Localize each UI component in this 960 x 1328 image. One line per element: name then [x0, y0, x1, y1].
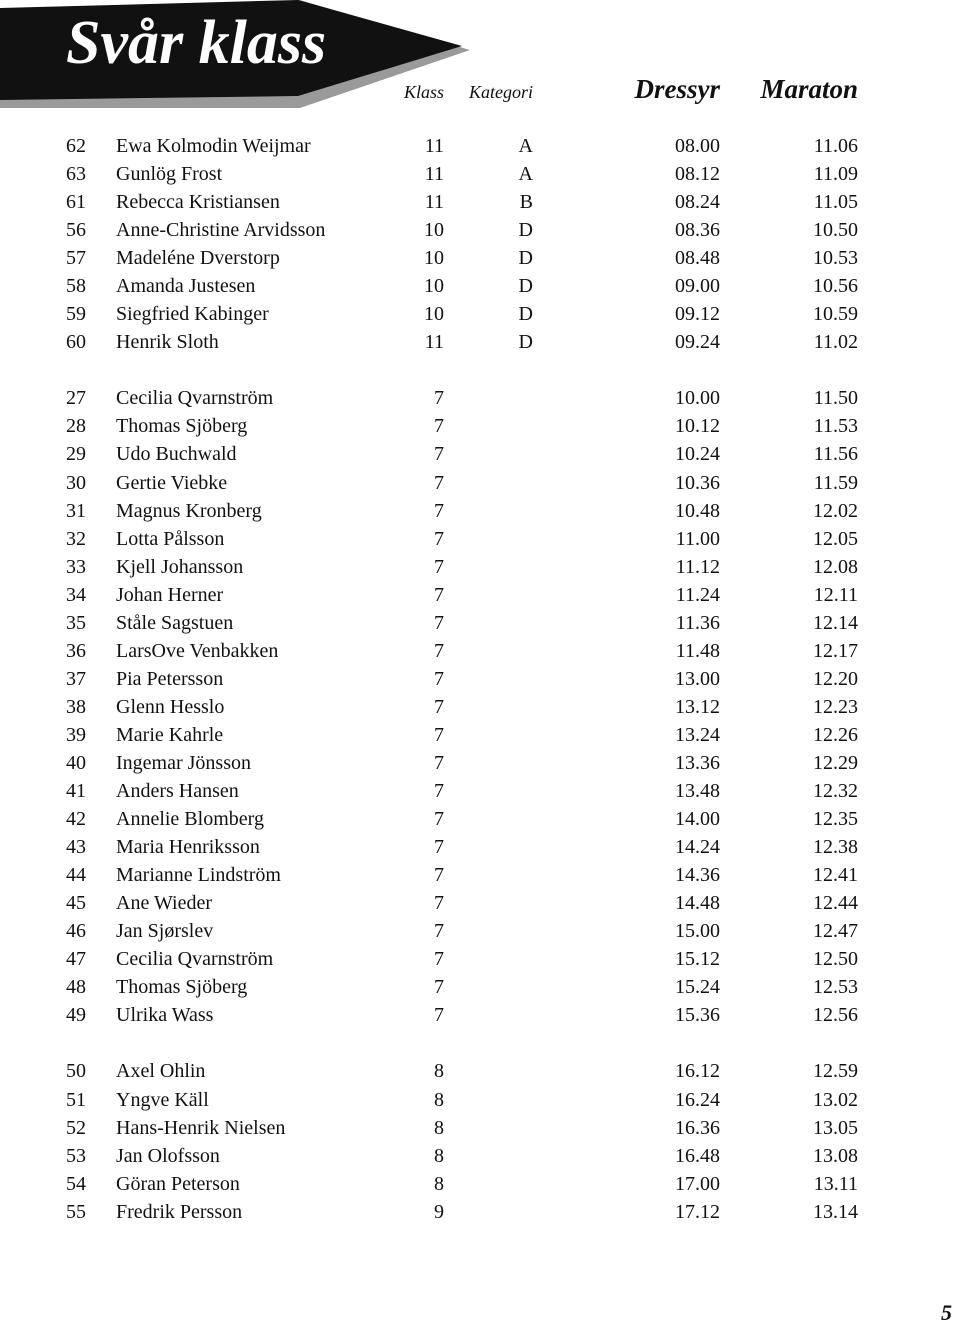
dressyr-time: 08.00	[675, 135, 720, 157]
klass-value: 8	[434, 1116, 444, 1139]
dressyr-time: 09.12	[675, 303, 720, 326]
start-number: 60	[66, 331, 86, 354]
competitor-name: Magnus Kronberg	[116, 499, 262, 522]
competitor-name: Ståle Sagstuen	[116, 611, 234, 634]
maraton-time: 12.05	[813, 527, 858, 550]
start-number: 53	[66, 1144, 86, 1167]
maraton-time: 11.59	[813, 471, 858, 494]
dressyr-time: 10.00	[675, 387, 720, 410]
kategori-value: D	[518, 247, 533, 270]
klass-value: 11	[424, 163, 444, 186]
dressyr-time: 09.00	[675, 275, 720, 298]
dressyr-time: 11.12	[675, 555, 720, 578]
competitor-name: Thomas Sjöberg	[116, 976, 248, 999]
klass-value: 7	[434, 611, 444, 634]
start-number: 28	[66, 415, 86, 438]
maraton-time: 12.32	[813, 780, 858, 803]
dressyr-time: 08.12	[675, 163, 720, 186]
kategori-value: D	[518, 219, 533, 242]
competitor-name: Anders Hansen	[116, 780, 239, 803]
maraton-time: 13.14	[813, 1200, 858, 1223]
maraton-time: 12.23	[813, 695, 858, 718]
competitor-name: Siegfried Kabinger	[116, 303, 269, 326]
start-number: 29	[66, 443, 86, 466]
start-number: 63	[66, 163, 86, 186]
maraton-time: 13.05	[813, 1116, 858, 1139]
competitor-name: Amanda Justesen	[116, 275, 256, 298]
klass-value: 11	[424, 191, 444, 214]
table-row	[0, 637, 960, 665]
dressyr-time: 13.12	[675, 695, 720, 718]
table-row	[0, 973, 960, 1001]
competitor-name: Marianne Lindström	[116, 864, 281, 887]
maraton-time: 12.29	[813, 751, 858, 774]
column-header-klass: Klass	[403, 82, 444, 102]
maraton-time: 10.56	[813, 275, 858, 298]
column-header-kategori: Kategori	[468, 82, 533, 102]
kategori-value: D	[518, 331, 533, 354]
klass-value: 7	[434, 976, 444, 999]
klass-value: 7	[434, 443, 444, 466]
klass-value: 7	[434, 920, 444, 943]
table-row	[0, 1198, 960, 1226]
start-number: 37	[66, 667, 86, 690]
start-number: 40	[66, 751, 86, 774]
maraton-time: 11.09	[813, 163, 858, 186]
dressyr-time: 15.36	[675, 1004, 720, 1027]
klass-value: 10	[424, 247, 444, 270]
dressyr-time: 14.00	[675, 808, 720, 831]
dressyr-time: 11.24	[675, 583, 720, 606]
table-row	[0, 553, 960, 581]
start-number: 50	[66, 1060, 86, 1083]
table-row	[0, 244, 960, 272]
competitor-name: Thomas Sjöberg	[116, 415, 248, 438]
start-number: 42	[66, 808, 86, 831]
dressyr-time: 14.36	[675, 864, 720, 887]
maraton-time: 11.02	[813, 331, 858, 354]
table-row	[0, 945, 960, 973]
start-number: 39	[66, 723, 86, 746]
competitor-name: Pia Petersson	[116, 667, 224, 690]
table-row	[0, 1142, 960, 1170]
table-row	[0, 1057, 960, 1085]
dressyr-time: 16.48	[675, 1144, 720, 1167]
maraton-time: 13.08	[813, 1144, 858, 1167]
start-number: 55	[66, 1200, 86, 1223]
maraton-time: 12.47	[813, 920, 858, 943]
kategori-value: A	[518, 163, 533, 186]
column-header-maraton: Maraton	[760, 74, 858, 104]
klass-value: 7	[434, 499, 444, 522]
klass-value: 10	[424, 219, 444, 242]
maraton-time: 10.50	[813, 219, 858, 242]
dressyr-time: 13.00	[675, 667, 720, 690]
klass-value: 8	[434, 1144, 444, 1167]
klass-value: 7	[434, 780, 444, 803]
table-row	[0, 300, 960, 328]
start-list-table	[0, 132, 960, 1254]
table-row	[0, 777, 960, 805]
competitor-name: Ulrika Wass	[116, 1004, 214, 1027]
dressyr-time: 13.24	[675, 723, 720, 746]
dressyr-time: 15.00	[675, 920, 720, 943]
start-number: 49	[66, 1004, 86, 1027]
maraton-time: 12.41	[813, 864, 858, 887]
maraton-time: 12.11	[813, 583, 858, 606]
klass-value: 7	[434, 864, 444, 887]
dressyr-time: 10.36	[675, 471, 720, 494]
start-number: 36	[66, 639, 86, 662]
start-number: 45	[66, 892, 86, 915]
competitor-name: Ane Wieder	[116, 892, 213, 915]
klass-value: 7	[434, 723, 444, 746]
maraton-time: 12.50	[813, 948, 858, 971]
klass-value: 7	[434, 695, 444, 718]
competitor-name: Lotta Pålsson	[116, 527, 225, 550]
competitor-name: Maria Henriksson	[116, 836, 260, 859]
klass-value: 7	[434, 836, 444, 859]
maraton-time: 11.05	[813, 191, 858, 214]
competitor-name: Ingemar Jönsson	[116, 751, 251, 774]
maraton-time: 12.38	[813, 836, 858, 859]
table-row	[0, 833, 960, 861]
klass-value: 10	[424, 275, 444, 298]
maraton-time: 12.56	[813, 1004, 858, 1027]
table-row	[0, 1086, 960, 1114]
start-number: 30	[66, 471, 86, 494]
start-number: 44	[66, 864, 86, 887]
kategori-value: B	[519, 191, 533, 214]
table-row	[0, 272, 960, 300]
column-header-dressyr: Dressyr	[634, 74, 720, 104]
dressyr-time: 16.36	[675, 1116, 720, 1139]
maraton-time: 12.35	[813, 808, 858, 831]
table-row	[0, 581, 960, 609]
competitor-name: Udo Buchwald	[116, 443, 237, 466]
maraton-time: 12.26	[813, 723, 858, 746]
maraton-time: 12.44	[813, 892, 858, 915]
competitor-name: Axel Ohlin	[116, 1060, 206, 1083]
dressyr-time: 10.48	[675, 499, 720, 522]
competitor-name: Johan Herner	[116, 583, 224, 606]
table-row	[0, 1170, 960, 1198]
dressyr-time: 15.12	[675, 948, 720, 971]
competitor-name: Gunlög Frost	[116, 163, 223, 186]
maraton-time: 11.53	[813, 415, 858, 438]
maraton-time: 12.17	[813, 639, 858, 662]
competitor-name: Jan Sjørslev	[116, 920, 214, 943]
table-row	[0, 805, 960, 833]
start-group	[0, 132, 960, 356]
dressyr-time: 10.12	[675, 415, 720, 438]
maraton-time: 13.11	[813, 1172, 858, 1195]
table-row	[0, 384, 960, 412]
page-title: Svår klass	[66, 9, 327, 77]
klass-value: 7	[434, 555, 444, 578]
table-row	[0, 1114, 960, 1142]
start-number: 56	[66, 219, 86, 242]
klass-value: 9	[434, 1200, 444, 1223]
maraton-time: 10.53	[813, 247, 858, 270]
table-row	[0, 609, 960, 637]
competitor-name: Glenn Hesslo	[116, 695, 225, 718]
table-row	[0, 693, 960, 721]
start-number: 52	[66, 1116, 86, 1139]
competitor-name: Marie Kahrle	[116, 723, 224, 746]
start-number: 32	[66, 527, 86, 550]
competitor-name: Göran Peterson	[116, 1172, 240, 1195]
table-row	[0, 188, 960, 216]
competitor-name: Cecilia Qvarnström	[116, 387, 274, 410]
dressyr-time: 13.36	[675, 751, 720, 774]
maraton-time: 12.14	[813, 611, 858, 634]
dressyr-time: 08.24	[675, 191, 720, 214]
klass-value: 7	[434, 751, 444, 774]
competitor-name: Anne-Christine Arvidsson	[116, 219, 326, 242]
competitor-name: Henrik Sloth	[116, 331, 219, 354]
table-row	[0, 861, 960, 889]
maraton-time: 12.59	[813, 1060, 858, 1083]
table-row	[0, 328, 960, 356]
competitor-name: Annelie Blomberg	[116, 808, 264, 831]
klass-value: 7	[434, 415, 444, 438]
klass-value: 7	[434, 583, 444, 606]
klass-value: 7	[434, 948, 444, 971]
kategori-value: A	[518, 135, 533, 157]
dressyr-time: 15.24	[675, 976, 720, 999]
klass-value: 7	[434, 387, 444, 410]
dressyr-time: 08.36	[675, 219, 720, 242]
klass-value: 7	[434, 667, 444, 690]
start-number: 61	[66, 191, 86, 214]
klass-value: 10	[424, 303, 444, 326]
dressyr-time: 17.12	[675, 1200, 720, 1223]
table-row	[0, 469, 960, 497]
klass-value: 7	[434, 808, 444, 831]
kategori-value: D	[518, 275, 533, 298]
maraton-time: 11.50	[813, 387, 858, 410]
maraton-time: 12.08	[813, 555, 858, 578]
start-group	[0, 1057, 960, 1225]
maraton-time: 10.59	[813, 303, 858, 326]
table-row	[0, 497, 960, 525]
start-number: 54	[66, 1172, 86, 1195]
page-number: 5	[941, 1300, 952, 1325]
start-number: 47	[66, 948, 86, 971]
start-number: 38	[66, 695, 86, 718]
table-row	[0, 749, 960, 777]
competitor-name: Madeléne Dverstorp	[116, 247, 280, 270]
dressyr-time: 14.24	[675, 836, 720, 859]
maraton-time: 12.53	[813, 976, 858, 999]
dressyr-time: 17.00	[675, 1172, 720, 1195]
dressyr-time: 08.48	[675, 247, 720, 270]
klass-value: 8	[434, 1172, 444, 1195]
maraton-time: 13.02	[813, 1088, 858, 1111]
dressyr-time: 11.48	[675, 639, 720, 662]
table-row	[0, 665, 960, 693]
table-row	[0, 917, 960, 945]
start-group	[0, 384, 960, 1029]
competitor-name: Kjell Johansson	[116, 555, 244, 578]
table-row	[0, 160, 960, 188]
start-number: 46	[66, 920, 86, 943]
competitor-name: Hans-Henrik Nielsen	[116, 1116, 286, 1139]
klass-value: 8	[434, 1088, 444, 1111]
start-number: 41	[66, 780, 86, 803]
dressyr-time: 14.48	[675, 892, 720, 915]
klass-value: 7	[434, 1004, 444, 1027]
dressyr-time: 13.48	[675, 780, 720, 803]
klass-value: 8	[434, 1060, 444, 1083]
maraton-time: 11.06	[813, 135, 858, 157]
dressyr-time: 16.12	[675, 1060, 720, 1083]
kategori-value: D	[518, 303, 533, 326]
maraton-time: 11.56	[813, 443, 858, 466]
table-row	[0, 721, 960, 749]
table-row	[0, 889, 960, 917]
start-number: 51	[66, 1088, 86, 1111]
table-row	[0, 440, 960, 468]
competitor-name: Rebecca Kristiansen	[116, 191, 280, 214]
competitor-name: Yngve Käll	[116, 1088, 209, 1111]
dressyr-time: 16.24	[675, 1088, 720, 1111]
start-number: 57	[66, 247, 86, 270]
dressyr-time: 11.00	[675, 527, 720, 550]
start-number: 35	[66, 611, 86, 634]
maraton-time: 12.20	[813, 667, 858, 690]
klass-value: 7	[434, 639, 444, 662]
table-row	[0, 525, 960, 553]
start-number: 48	[66, 976, 86, 999]
table-row	[0, 216, 960, 244]
klass-value: 7	[434, 892, 444, 915]
competitor-name: Ewa Kolmodin Weijmar	[116, 135, 311, 157]
start-number: 34	[66, 583, 86, 606]
dressyr-time: 10.24	[675, 443, 720, 466]
start-number: 31	[66, 499, 86, 522]
dressyr-time: 11.36	[675, 611, 720, 634]
dressyr-time: 09.24	[675, 331, 720, 354]
start-number: 43	[66, 836, 86, 859]
table-row	[0, 412, 960, 440]
start-number: 58	[66, 275, 86, 298]
table-row	[0, 1001, 960, 1029]
klass-value: 7	[434, 471, 444, 494]
competitor-name: Cecilia Qvarnström	[116, 948, 274, 971]
competitor-name: Gertie Viebke	[116, 471, 228, 494]
competitor-name: LarsOve Venbakken	[116, 639, 279, 662]
maraton-time: 12.02	[813, 499, 858, 522]
klass-value: 7	[434, 527, 444, 550]
start-number: 27	[66, 387, 86, 410]
klass-value: 11	[424, 135, 444, 157]
competitor-name: Jan Olofsson	[116, 1144, 220, 1167]
start-number: 62	[66, 135, 86, 157]
competitor-name: Fredrik Persson	[116, 1200, 243, 1223]
table-row	[0, 132, 960, 160]
start-number: 33	[66, 555, 86, 578]
klass-value: 11	[424, 331, 444, 354]
start-number: 59	[66, 303, 86, 326]
